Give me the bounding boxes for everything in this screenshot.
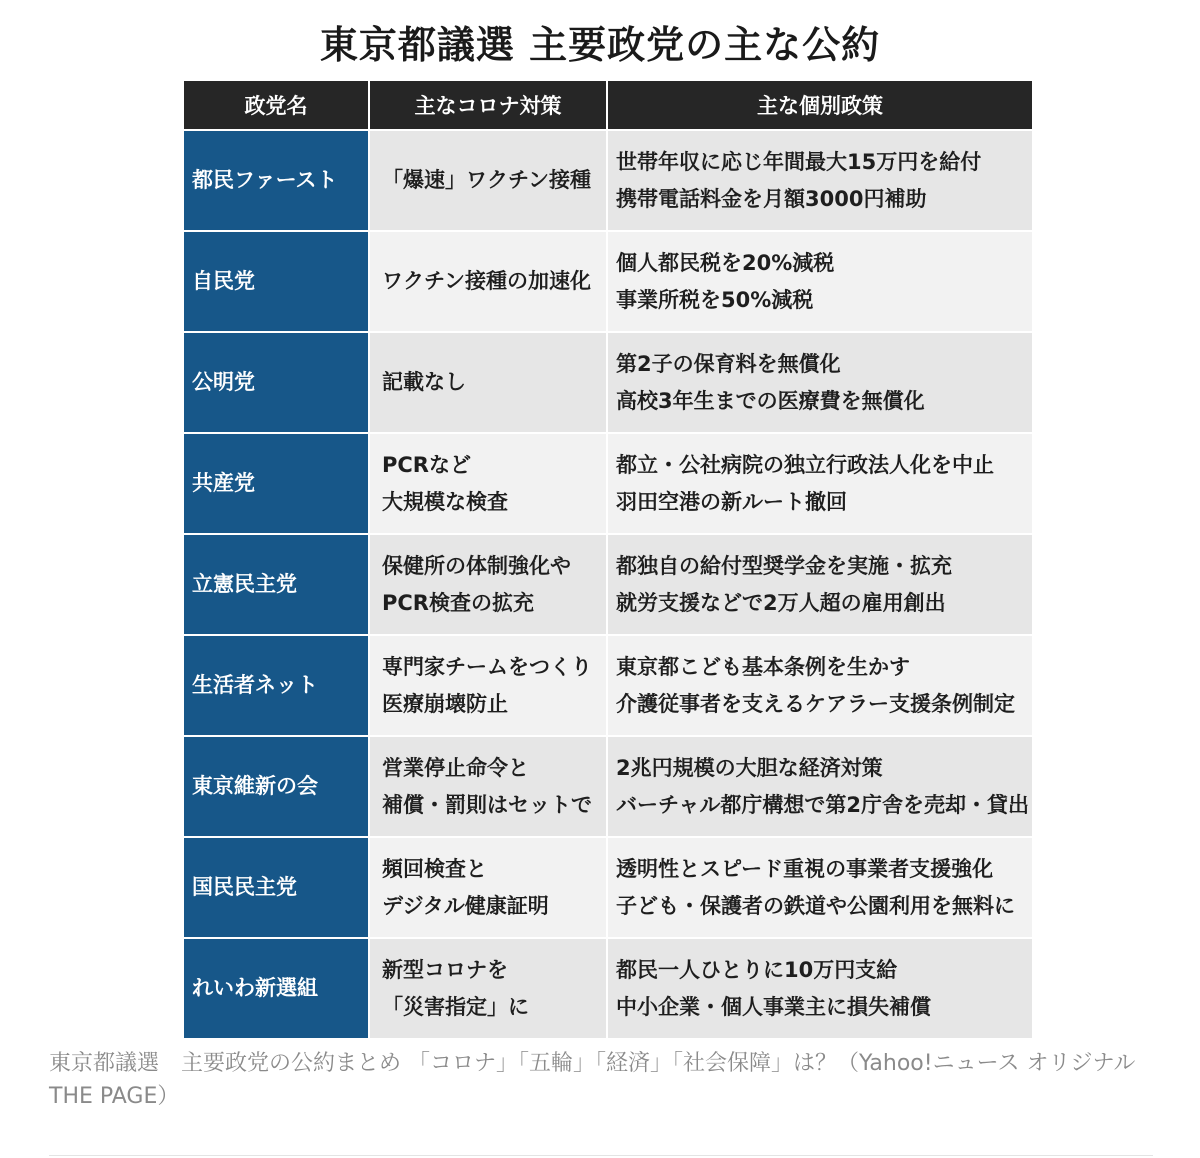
corona-measure-line: 「災害指定」に (382, 994, 529, 1019)
individual-policy-cell (607, 736, 1032, 837)
individual-policy-line: 第2子の保育料を無償化 (616, 351, 841, 376)
corona-measure-line: 頻回検査と (382, 856, 487, 881)
corona-measure-line: デジタル健康証明 (382, 893, 549, 918)
party-name-cell: 国民民主党 (184, 837, 369, 938)
table-header-row (184, 81, 1032, 130)
image-caption: 東京都議選 主要政党の公約まとめ 「コロナ」「五輪」「経済」「社会保障」は？（Yahoo!ニュース オリジナル THE PAGE） (49, 1051, 1136, 1109)
individual-policy-line: 携帯電話料金を月額3000円補助 (616, 186, 927, 211)
corona-measure-line: 補償・罰則はセットで (382, 792, 592, 817)
corona-measure-cell (369, 231, 607, 332)
corona-measure-line: 「爆速」ワクチン接種 (382, 168, 591, 192)
party-name-cell: れいわ新選組 (184, 938, 369, 1038)
individual-policy-line: 高校3年生までの医療費を無償化 (616, 388, 925, 413)
header-party: 政党名 (184, 81, 369, 130)
corona-measure-cell (369, 837, 607, 938)
individual-policy-cell (607, 837, 1032, 938)
corona-measure-line: PCR検査の拡充 (382, 590, 534, 615)
individual-policy-cell (607, 635, 1032, 736)
party-name-cell: 共産党 (184, 433, 369, 534)
header-individual-policies: 主な個別政策 (607, 81, 1032, 130)
table-row (184, 635, 1032, 736)
individual-policy-cell (607, 130, 1032, 231)
table-row (184, 130, 1032, 231)
table-row (184, 433, 1032, 534)
corona-measure-line: 新型コロナを (382, 957, 508, 982)
individual-policy-cell (607, 231, 1032, 332)
individual-policy-line: 都独自の給付型奨学金を実施・拡充 (616, 553, 952, 578)
table-body (184, 130, 1032, 1038)
individual-policy-line: 羽田空港の新ルート撤回 (616, 489, 847, 514)
corona-measure-cell (369, 332, 607, 433)
corona-measure-line: 専門家チームをつくり (382, 654, 592, 679)
corona-measure-line: 医療崩壊防止 (382, 691, 508, 716)
infographic-title: 東京都議選 主要政党の主な公約 (319, 23, 881, 67)
corona-measure-line: 記載なし (382, 370, 466, 394)
individual-policy-line: 都民一人ひとりに10万円支給 (616, 957, 898, 982)
header-corona-measures: 主なコロナ対策 (369, 81, 607, 130)
individual-policy-cell (607, 534, 1032, 635)
individual-policy-line: 世帯年収に応じ年間最大15万円を給付 (616, 149, 982, 174)
individual-policy-line: 事業所税を50%減税 (616, 287, 814, 312)
table-row (184, 736, 1032, 837)
party-name-cell: 立憲民主党 (184, 534, 369, 635)
individual-policy-cell (607, 433, 1032, 534)
divider (49, 1155, 1153, 1156)
individual-policy-line: 介護従事者を支えるケアラー支援条例制定 (616, 691, 1015, 716)
individual-policy-line: 子ども・保護者の鉄道や公園利用を無料に (616, 893, 1015, 918)
individual-policy-line: 都立・公社病院の独立行政法人化を中止 (616, 452, 994, 477)
corona-measure-line: ワクチン接種の加速化 (382, 269, 591, 293)
individual-policy-line: 中小企業・個人事業主に損失補償 (616, 994, 931, 1019)
individual-policy-line: 東京都こども基本条例を生かす (616, 654, 910, 679)
table-row (184, 534, 1032, 635)
party-name-cell: 都民ファースト (184, 130, 369, 231)
corona-measure-line: 大規模な検査 (382, 489, 508, 514)
individual-policy-line: 就労支援などで2万人超の雇用創出 (616, 590, 946, 615)
individual-policy-line: 透明性とスピード重視の事業者支援強化 (616, 856, 994, 881)
corona-measure-line: PCRなど (382, 452, 471, 477)
individual-policy-line: 個人都民税を20%減税 (616, 250, 835, 275)
table-row (184, 837, 1032, 938)
individual-policy-cell (607, 938, 1032, 1038)
table-row (184, 332, 1032, 433)
corona-measure-line: 営業停止命令と (382, 755, 529, 780)
corona-measure-cell (369, 938, 607, 1038)
party-name-cell: 東京維新の会 (184, 736, 369, 837)
corona-measure-cell (369, 635, 607, 736)
corona-measure-cell (369, 433, 607, 534)
corona-measure-line: 保健所の体制強化や (382, 553, 571, 578)
table-row (184, 938, 1032, 1038)
table-row (184, 231, 1032, 332)
party-name-cell: 公明党 (184, 332, 369, 433)
corona-measure-cell (369, 736, 607, 837)
corona-measure-cell (369, 130, 607, 231)
individual-policy-cell (607, 332, 1032, 433)
party-name-cell: 自民党 (184, 231, 369, 332)
policy-table (184, 81, 1032, 1038)
individual-policy-line: バーチャル都庁構想で第2庁舎を売却・貸出 (616, 792, 1029, 817)
individual-policy-line: 2兆円規模の大胆な経済対策 (616, 755, 883, 780)
party-name-cell: 生活者ネット (184, 635, 369, 736)
corona-measure-cell (369, 534, 607, 635)
